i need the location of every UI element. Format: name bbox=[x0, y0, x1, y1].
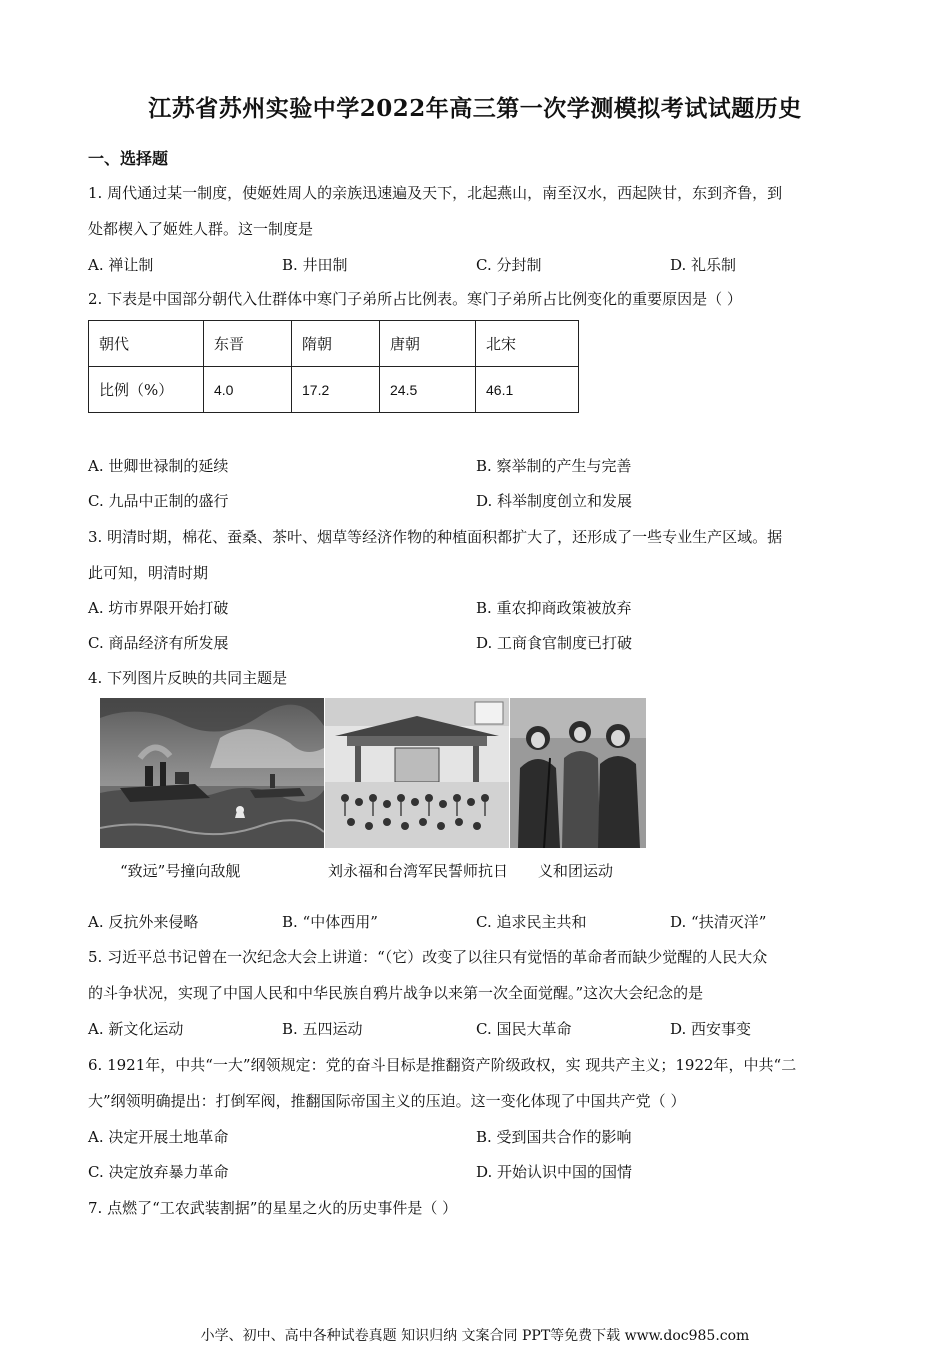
q6-stem-line1: 6. 1921年，中共“一大”纲领规定：党的奋斗目标是推翻资产阶级政权，实 现共产主义；1922年，中共“二 bbox=[88, 1056, 797, 1074]
oath-rally-image bbox=[325, 698, 509, 848]
q1-stem-line1: 1. 周代通过某一制度，使姬姓周人的亲族迅速遍及天下，北起燕山，南至汉水，西起陕甘，东到齐鲁，到 bbox=[88, 184, 783, 202]
q4-option-d: D. “扶清灭洋” bbox=[670, 913, 767, 931]
q3-option-a: A. 坊市界限开始打破 bbox=[88, 599, 229, 617]
q1-option-c: C. 分封制 bbox=[476, 256, 542, 274]
q1-option-d: D. 礼乐制 bbox=[670, 256, 737, 274]
q5-option-b: B. 五四运动 bbox=[282, 1020, 363, 1038]
q6-option-c: C. 决定放弃暴力革命 bbox=[88, 1163, 229, 1181]
q6-stem-line2: 大”纲领明确提出：打倒军阀，推翻国际帝国主义的压迫。这一变化体现了中国共产党（ ） bbox=[88, 1092, 686, 1110]
q6-option-d: D. 开始认识中国的国情 bbox=[476, 1163, 633, 1181]
section-heading: 一、选择题 bbox=[88, 149, 169, 168]
footer-ad: 小学、初中、高中各种试卷真题 知识归纳 文案合同 PPT等免费下载 www.doc985.com bbox=[200, 1328, 750, 1344]
q7-stem: 7. 点燃了“工农武装割据”的星星之火的历史事件是（ ） bbox=[88, 1199, 458, 1217]
caption-3: 义和团运动 bbox=[538, 862, 614, 880]
table-cell: 46.1 bbox=[476, 367, 579, 413]
caption-1: “致远”号撞向敌舰 bbox=[120, 862, 241, 880]
table-cell: 4.0 bbox=[204, 367, 292, 413]
caption-2: 刘永福和台湾军民誓师抗日 bbox=[328, 862, 509, 880]
q6-option-b: B. 受到国共合作的影响 bbox=[476, 1128, 632, 1146]
q1-option-a: A. 禅让制 bbox=[88, 256, 154, 274]
table-cell: 东晋 bbox=[204, 321, 292, 367]
q4-option-c: C. 追求民主共和 bbox=[476, 913, 587, 931]
boxer-soldiers-image bbox=[510, 698, 646, 848]
q3-option-c: C. 商品经济有所发展 bbox=[88, 634, 229, 652]
q6-option-a: A. 决定开展土地革命 bbox=[88, 1128, 229, 1146]
q5-option-a: A. 新文化运动 bbox=[88, 1020, 184, 1038]
q5-option-c: C. 国民大革命 bbox=[476, 1020, 572, 1038]
q2-option-a: A. 世卿世禄制的延续 bbox=[88, 457, 229, 475]
q5-stem-line2: 的斗争状况，实现了中国人民和中华民族自鸦片战争以来第一次全面觉醒。”这次大会纪念的是 bbox=[88, 984, 704, 1002]
q4-option-b: B. “中体西用” bbox=[282, 913, 378, 931]
q5-stem-line1: 5. 习近平总书记曾在一次纪念大会上讲道：“（它）改变了以往只有觉悟的革命者而缺少觉醒的人民大众 bbox=[88, 948, 768, 966]
q4-stem: 4. 下列图片反映的共同主题是 bbox=[88, 669, 288, 687]
warship-battle-image bbox=[100, 698, 324, 848]
q2-option-c: C. 九品中正制的盛行 bbox=[88, 492, 229, 510]
table-cell: 朝代 bbox=[89, 321, 204, 367]
q5-option-d: D. 西安事变 bbox=[670, 1020, 752, 1038]
q3-stem-line1: 3. 明清时期，棉花、蚕桑、茶叶、烟草等经济作物的种植面积都扩大了，还形成了一些专业生产区域。据 bbox=[88, 528, 783, 546]
table-header-row bbox=[89, 321, 579, 367]
q1-stem-line2: 处都楔入了姬姓人群。这一制度是 bbox=[88, 220, 314, 238]
table-cell: 隋朝 bbox=[292, 321, 380, 367]
ratio-table bbox=[88, 320, 579, 413]
table-cell: 唐朝 bbox=[380, 321, 476, 367]
table-cell: 北宋 bbox=[476, 321, 579, 367]
table-cell: 比例（%） bbox=[89, 367, 204, 413]
q1-option-b: B. 井田制 bbox=[282, 256, 348, 274]
q3-option-b: B. 重农抑商政策被放弃 bbox=[476, 599, 632, 617]
q4-option-a: A. 反抗外来侵略 bbox=[88, 913, 199, 931]
table-cell: 24.5 bbox=[380, 367, 476, 413]
q2-option-d: D. 科举制度创立和发展 bbox=[476, 492, 633, 510]
q2-option-b: B. 察举制的产生与完善 bbox=[476, 457, 632, 475]
table-cell: 17.2 bbox=[292, 367, 380, 413]
table-row bbox=[89, 367, 579, 413]
q2-stem: 2. 下表是中国部分朝代入仕群体中寒门子弟所占比例表。寒门子弟所占比例变化的重要原因是（ ） bbox=[88, 290, 742, 308]
page-title: 江苏省苏州实验中学2022年高三第一次学测模拟考试试题历史 bbox=[148, 95, 802, 122]
q3-stem-line2: 此可知，明清时期 bbox=[88, 564, 209, 582]
q3-option-d: D. 工商食官制度已打破 bbox=[476, 634, 633, 652]
